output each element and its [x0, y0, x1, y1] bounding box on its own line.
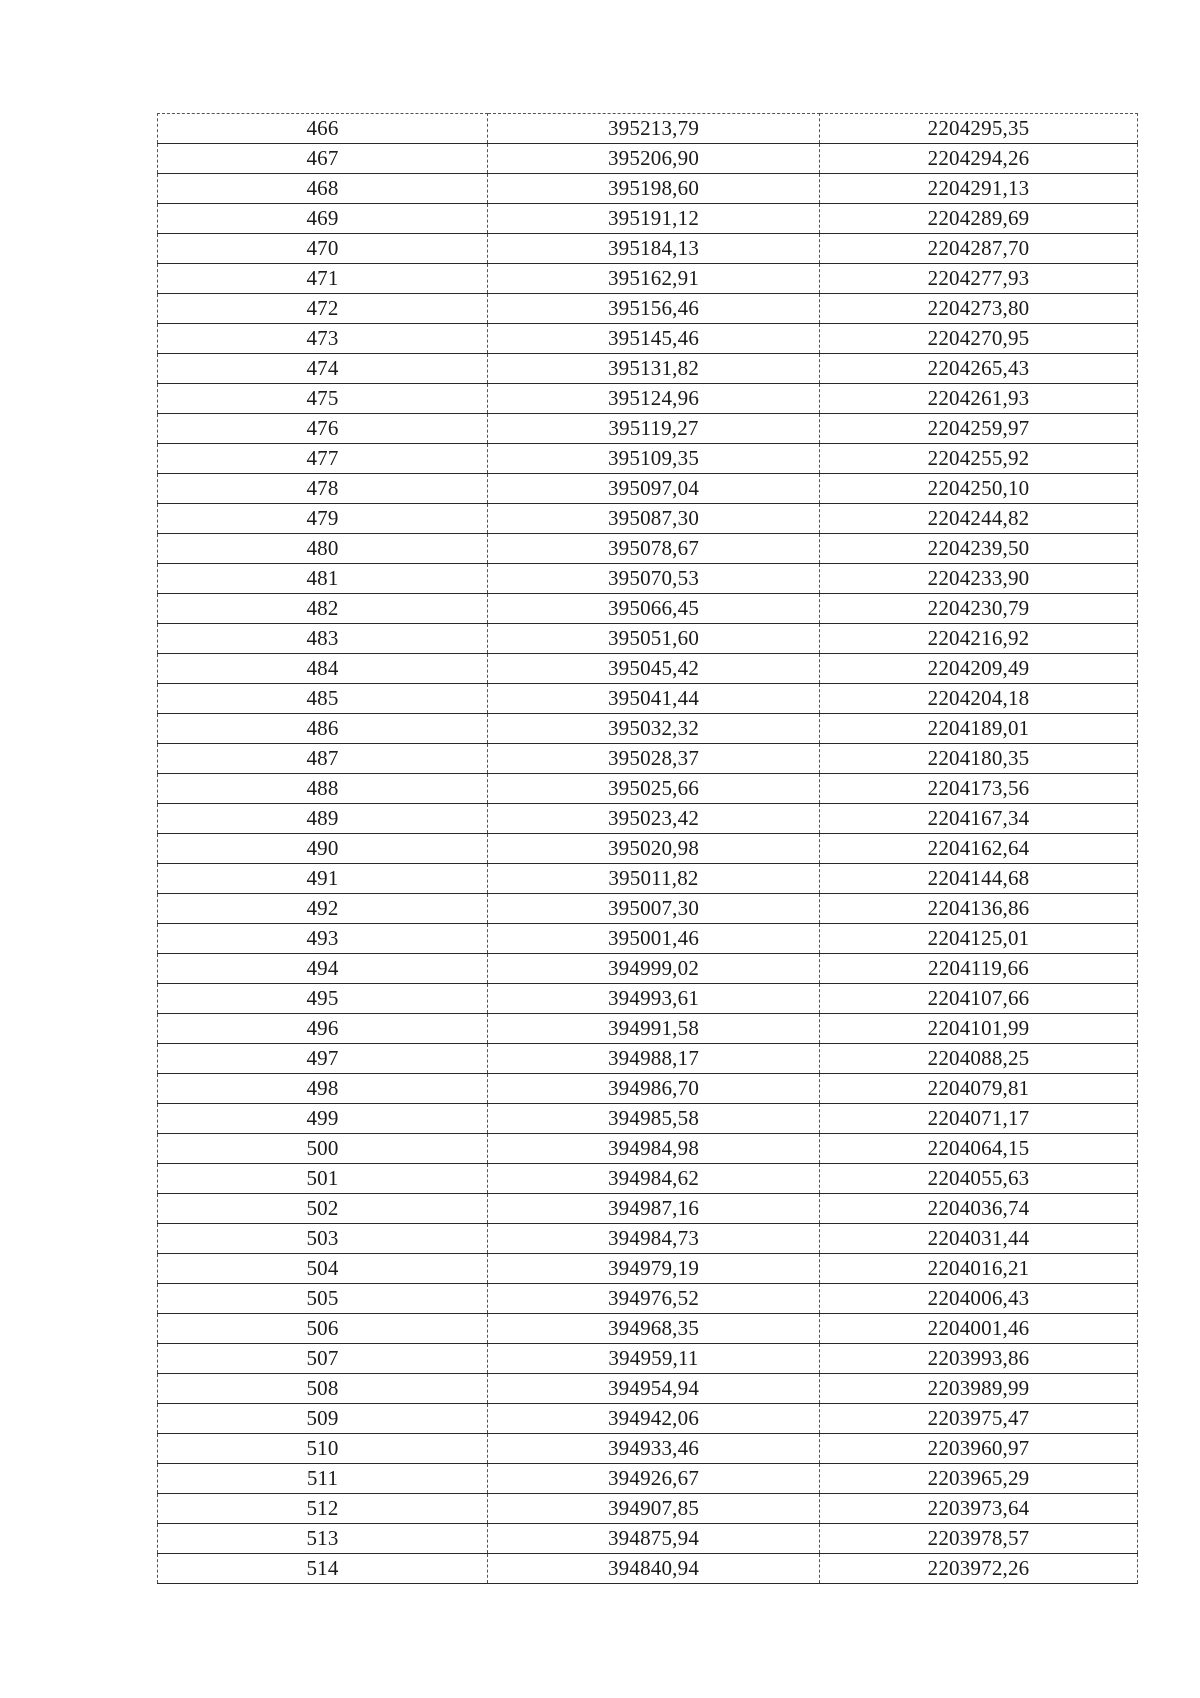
point-number-cell: 471: [158, 264, 488, 294]
x-coordinate-cell: 395001,46: [488, 924, 820, 954]
table-row: [158, 324, 1138, 354]
table-row: [158, 234, 1138, 264]
table-row: [158, 354, 1138, 384]
point-number-cell: 487: [158, 744, 488, 774]
table-row: [158, 1374, 1138, 1404]
point-number-cell: 474: [158, 354, 488, 384]
y-coordinate-cell: 2204189,01: [820, 714, 1138, 744]
y-coordinate-cell: 2204209,49: [820, 654, 1138, 684]
point-number-cell: 473: [158, 324, 488, 354]
point-number-cell: 481: [158, 564, 488, 594]
y-coordinate-cell: 2204167,34: [820, 804, 1138, 834]
table-row: [158, 1554, 1138, 1584]
point-number-cell: 513: [158, 1524, 488, 1554]
x-coordinate-cell: 395023,42: [488, 804, 820, 834]
y-coordinate-cell: 2204136,86: [820, 894, 1138, 924]
y-coordinate-cell: 2204233,90: [820, 564, 1138, 594]
y-coordinate-cell: 2204204,18: [820, 684, 1138, 714]
y-coordinate-cell: 2204107,66: [820, 984, 1138, 1014]
table-row: [158, 294, 1138, 324]
point-number-cell: 500: [158, 1134, 488, 1164]
table-row: [158, 684, 1138, 714]
y-coordinate-cell: 2204230,79: [820, 594, 1138, 624]
x-coordinate-cell: 394954,94: [488, 1374, 820, 1404]
table-row: [158, 1224, 1138, 1254]
y-coordinate-cell: 2204244,82: [820, 504, 1138, 534]
table-row: [158, 504, 1138, 534]
point-number-cell: 484: [158, 654, 488, 684]
x-coordinate-cell: 395145,46: [488, 324, 820, 354]
table-row: [158, 264, 1138, 294]
point-number-cell: 493: [158, 924, 488, 954]
point-number-cell: 483: [158, 624, 488, 654]
point-number-cell: 501: [158, 1164, 488, 1194]
table-row: [158, 984, 1138, 1014]
y-coordinate-cell: 2203993,86: [820, 1344, 1138, 1374]
table-row: [158, 534, 1138, 564]
y-coordinate-cell: 2204180,35: [820, 744, 1138, 774]
x-coordinate-cell: 394907,85: [488, 1494, 820, 1524]
point-number-cell: 508: [158, 1374, 488, 1404]
y-coordinate-cell: 2203989,99: [820, 1374, 1138, 1404]
y-coordinate-cell: 2204261,93: [820, 384, 1138, 414]
coordinates-table: [157, 113, 1138, 1584]
y-coordinate-cell: 2203973,64: [820, 1494, 1138, 1524]
point-number-cell: 491: [158, 864, 488, 894]
x-coordinate-cell: 395198,60: [488, 174, 820, 204]
point-number-cell: 467: [158, 144, 488, 174]
point-number-cell: 506: [158, 1314, 488, 1344]
table-row: [158, 1314, 1138, 1344]
point-number-cell: 512: [158, 1494, 488, 1524]
y-coordinate-cell: 2203965,29: [820, 1464, 1138, 1494]
y-coordinate-cell: 2204055,63: [820, 1164, 1138, 1194]
x-coordinate-cell: 395028,37: [488, 744, 820, 774]
point-number-cell: 475: [158, 384, 488, 414]
point-number-cell: 488: [158, 774, 488, 804]
point-number-cell: 503: [158, 1224, 488, 1254]
point-number-cell: 476: [158, 414, 488, 444]
x-coordinate-cell: 395007,30: [488, 894, 820, 924]
x-coordinate-cell: 395070,53: [488, 564, 820, 594]
x-coordinate-cell: 395051,60: [488, 624, 820, 654]
y-coordinate-cell: 2204031,44: [820, 1224, 1138, 1254]
table-row: [158, 1014, 1138, 1044]
y-coordinate-cell: 2204259,97: [820, 414, 1138, 444]
y-coordinate-cell: 2203975,47: [820, 1404, 1138, 1434]
table-row: [158, 624, 1138, 654]
x-coordinate-cell: 394988,17: [488, 1044, 820, 1074]
y-coordinate-cell: 2204291,13: [820, 174, 1138, 204]
x-coordinate-cell: 395041,44: [488, 684, 820, 714]
table-row: [158, 1434, 1138, 1464]
table-row: [158, 384, 1138, 414]
table-row: [158, 744, 1138, 774]
point-number-cell: 505: [158, 1284, 488, 1314]
table-row: [158, 144, 1138, 174]
point-number-cell: 499: [158, 1104, 488, 1134]
x-coordinate-cell: 395109,35: [488, 444, 820, 474]
table-row: [158, 1254, 1138, 1284]
point-number-cell: 468: [158, 174, 488, 204]
x-coordinate-cell: 395020,98: [488, 834, 820, 864]
point-number-cell: 490: [158, 834, 488, 864]
y-coordinate-cell: 2204265,43: [820, 354, 1138, 384]
table-row: [158, 564, 1138, 594]
x-coordinate-cell: 395124,96: [488, 384, 820, 414]
table-row: [158, 1494, 1138, 1524]
x-coordinate-cell: 394875,94: [488, 1524, 820, 1554]
table-row: [158, 174, 1138, 204]
point-number-cell: 470: [158, 234, 488, 264]
y-coordinate-cell: 2204144,68: [820, 864, 1138, 894]
point-number-cell: 509: [158, 1404, 488, 1434]
x-coordinate-cell: 394999,02: [488, 954, 820, 984]
point-number-cell: 504: [158, 1254, 488, 1284]
point-number-cell: 495: [158, 984, 488, 1014]
table-row: [158, 654, 1138, 684]
table-row: [158, 414, 1138, 444]
table-row: [158, 1074, 1138, 1104]
point-number-cell: 472: [158, 294, 488, 324]
point-number-cell: 482: [158, 594, 488, 624]
point-number-cell: 496: [158, 1014, 488, 1044]
table-row: [158, 894, 1138, 924]
table-row: [158, 804, 1138, 834]
x-coordinate-cell: 395162,91: [488, 264, 820, 294]
y-coordinate-cell: 2204255,92: [820, 444, 1138, 474]
x-coordinate-cell: 395213,79: [488, 114, 820, 144]
x-coordinate-cell: 394976,52: [488, 1284, 820, 1314]
point-number-cell: 514: [158, 1554, 488, 1584]
x-coordinate-cell: 395131,82: [488, 354, 820, 384]
x-coordinate-cell: 395156,46: [488, 294, 820, 324]
x-coordinate-cell: 394959,11: [488, 1344, 820, 1374]
y-coordinate-cell: 2203972,26: [820, 1554, 1138, 1584]
table-row: [158, 834, 1138, 864]
y-coordinate-cell: 2204216,92: [820, 624, 1138, 654]
point-number-cell: 489: [158, 804, 488, 834]
y-coordinate-cell: 2204294,26: [820, 144, 1138, 174]
table-row: [158, 1524, 1138, 1554]
x-coordinate-cell: 395184,13: [488, 234, 820, 264]
x-coordinate-cell: 395191,12: [488, 204, 820, 234]
y-coordinate-cell: 2204162,64: [820, 834, 1138, 864]
x-coordinate-cell: 394979,19: [488, 1254, 820, 1284]
x-coordinate-cell: 395045,42: [488, 654, 820, 684]
point-number-cell: 478: [158, 474, 488, 504]
x-coordinate-cell: 394926,67: [488, 1464, 820, 1494]
table-row: [158, 924, 1138, 954]
point-number-cell: 511: [158, 1464, 488, 1494]
x-coordinate-cell: 395119,27: [488, 414, 820, 444]
point-number-cell: 494: [158, 954, 488, 984]
y-coordinate-cell: 2204064,15: [820, 1134, 1138, 1164]
y-coordinate-cell: 2204295,35: [820, 114, 1138, 144]
y-coordinate-cell: 2204250,10: [820, 474, 1138, 504]
x-coordinate-cell: 395032,32: [488, 714, 820, 744]
y-coordinate-cell: 2204071,17: [820, 1104, 1138, 1134]
table-row: [158, 1344, 1138, 1374]
table-row: [158, 1164, 1138, 1194]
y-coordinate-cell: 2204016,21: [820, 1254, 1138, 1284]
y-coordinate-cell: 2204101,99: [820, 1014, 1138, 1044]
table-row: [158, 714, 1138, 744]
point-number-cell: 507: [158, 1344, 488, 1374]
x-coordinate-cell: 394984,73: [488, 1224, 820, 1254]
point-number-cell: 480: [158, 534, 488, 564]
table-row: [158, 864, 1138, 894]
x-coordinate-cell: 394987,16: [488, 1194, 820, 1224]
point-number-cell: 497: [158, 1044, 488, 1074]
x-coordinate-cell: 394968,35: [488, 1314, 820, 1344]
y-coordinate-cell: 2204079,81: [820, 1074, 1138, 1104]
table-row: [158, 594, 1138, 624]
point-number-cell: 477: [158, 444, 488, 474]
point-number-cell: 469: [158, 204, 488, 234]
point-number-cell: 479: [158, 504, 488, 534]
y-coordinate-cell: 2204001,46: [820, 1314, 1138, 1344]
table-row: [158, 1104, 1138, 1134]
point-number-cell: 466: [158, 114, 488, 144]
y-coordinate-cell: 2204119,66: [820, 954, 1138, 984]
table-row: [158, 1194, 1138, 1224]
y-coordinate-cell: 2204239,50: [820, 534, 1138, 564]
point-number-cell: 486: [158, 714, 488, 744]
y-coordinate-cell: 2204270,95: [820, 324, 1138, 354]
x-coordinate-cell: 394985,58: [488, 1104, 820, 1134]
coordinates-table-body: [158, 114, 1138, 1584]
y-coordinate-cell: 2204277,93: [820, 264, 1138, 294]
table-row: [158, 1404, 1138, 1434]
table-row: [158, 954, 1138, 984]
y-coordinate-cell: 2204173,56: [820, 774, 1138, 804]
y-coordinate-cell: 2203960,97: [820, 1434, 1138, 1464]
table-row: [158, 774, 1138, 804]
table-row: [158, 1464, 1138, 1494]
point-number-cell: 485: [158, 684, 488, 714]
table-row: [158, 474, 1138, 504]
table-row: [158, 114, 1138, 144]
y-coordinate-cell: 2204287,70: [820, 234, 1138, 264]
x-coordinate-cell: 395066,45: [488, 594, 820, 624]
point-number-cell: 492: [158, 894, 488, 924]
y-coordinate-cell: 2204289,69: [820, 204, 1138, 234]
point-number-cell: 502: [158, 1194, 488, 1224]
x-coordinate-cell: 395097,04: [488, 474, 820, 504]
x-coordinate-cell: 394986,70: [488, 1074, 820, 1104]
x-coordinate-cell: 395078,67: [488, 534, 820, 564]
x-coordinate-cell: 395011,82: [488, 864, 820, 894]
y-coordinate-cell: 2204036,74: [820, 1194, 1138, 1224]
x-coordinate-cell: 394984,62: [488, 1164, 820, 1194]
x-coordinate-cell: 395087,30: [488, 504, 820, 534]
y-coordinate-cell: 2204006,43: [820, 1284, 1138, 1314]
x-coordinate-cell: 394991,58: [488, 1014, 820, 1044]
y-coordinate-cell: 2204088,25: [820, 1044, 1138, 1074]
x-coordinate-cell: 394942,06: [488, 1404, 820, 1434]
table-row: [158, 1284, 1138, 1314]
table-row: [158, 1044, 1138, 1074]
y-coordinate-cell: 2204125,01: [820, 924, 1138, 954]
point-number-cell: 510: [158, 1434, 488, 1464]
table-row: [158, 204, 1138, 234]
point-number-cell: 498: [158, 1074, 488, 1104]
x-coordinate-cell: 395206,90: [488, 144, 820, 174]
x-coordinate-cell: 394840,94: [488, 1554, 820, 1584]
x-coordinate-cell: 394984,98: [488, 1134, 820, 1164]
x-coordinate-cell: 394993,61: [488, 984, 820, 1014]
y-coordinate-cell: 2204273,80: [820, 294, 1138, 324]
y-coordinate-cell: 2203978,57: [820, 1524, 1138, 1554]
table-row: [158, 444, 1138, 474]
x-coordinate-cell: 394933,46: [488, 1434, 820, 1464]
table-row: [158, 1134, 1138, 1164]
x-coordinate-cell: 395025,66: [488, 774, 820, 804]
